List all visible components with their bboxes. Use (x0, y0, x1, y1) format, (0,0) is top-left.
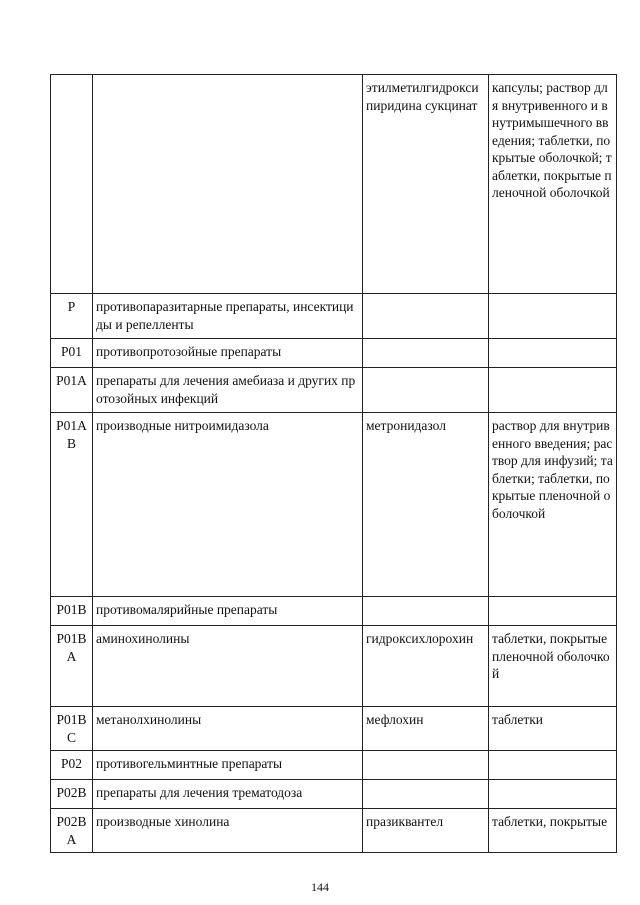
atc-code: P01A (51, 368, 93, 413)
group-name: противогельминтные препараты (93, 751, 363, 780)
page-number: 144 (311, 880, 329, 894)
table-row (51, 780, 617, 809)
table-row (51, 751, 617, 780)
atc-code: P01BC (51, 707, 93, 751)
atc-code: P01 (51, 339, 93, 368)
table-row (51, 294, 617, 339)
table-row (51, 368, 617, 413)
group-name: производные хинолина (93, 809, 363, 853)
table-row (51, 626, 617, 707)
atc-code: P02 (51, 751, 93, 780)
table-row (51, 75, 617, 294)
group-name: препараты для лечения амебиаза и других протозойных инфекций (93, 368, 363, 413)
dosage-forms (489, 597, 617, 626)
drug-name: этилметилгидроксипиридина сукцинат (363, 75, 489, 294)
atc-code: P01BA (51, 626, 93, 707)
group-name: производные нитроимидазола (93, 413, 363, 597)
atc-code: P02BA (51, 809, 93, 853)
group-name: противопротозойные препараты (93, 339, 363, 368)
dosage-forms (489, 294, 617, 339)
group-name (93, 75, 363, 294)
table-row (51, 597, 617, 626)
drug-table (50, 74, 617, 853)
atc-code: P01B (51, 597, 93, 626)
atc-code: P02B (51, 780, 93, 809)
atc-code (51, 75, 93, 294)
drug-name (363, 368, 489, 413)
group-name: препараты для лечения трематодоза (93, 780, 363, 809)
dosage-forms (489, 751, 617, 780)
dosage-forms: капсулы; раствор для внутривенного и внутримышечного введения; таблетки, покрытые оболочкой; таблетки, покрытые пленочной оболочкой (489, 75, 617, 294)
drug-name (363, 294, 489, 339)
dosage-forms (489, 780, 617, 809)
dosage-forms: раствор для внутривенного введения; раствор для инфузий; таблетки; таблетки, покрытые пленочной оболочкой (489, 413, 617, 597)
atc-code: P (51, 294, 93, 339)
drug-name: мефлохин (363, 707, 489, 751)
dosage-forms (489, 339, 617, 368)
table-row (51, 413, 617, 597)
drug-name (363, 751, 489, 780)
atc-code: P01AB (51, 413, 93, 597)
group-name: противопаразитарные препараты, инсектициды и репелленты (93, 294, 363, 339)
drug-name (363, 597, 489, 626)
dosage-forms: таблетки, покрытые пленочной оболочкой (489, 626, 617, 707)
drug-name (363, 780, 489, 809)
table-row (51, 707, 617, 751)
table-row (51, 339, 617, 368)
drug-name: метронидазол (363, 413, 489, 597)
table-row (51, 809, 617, 853)
dosage-forms (489, 368, 617, 413)
drug-name (363, 339, 489, 368)
dosage-forms: таблетки, покрытые (489, 809, 617, 853)
drug-name: празиквантел (363, 809, 489, 853)
drug-name: гидроксихлорохин (363, 626, 489, 707)
group-name: противомалярийные препараты (93, 597, 363, 626)
dosage-forms: таблетки (489, 707, 617, 751)
group-name: аминохинолины (93, 626, 363, 707)
group-name: метанолхинолины (93, 707, 363, 751)
